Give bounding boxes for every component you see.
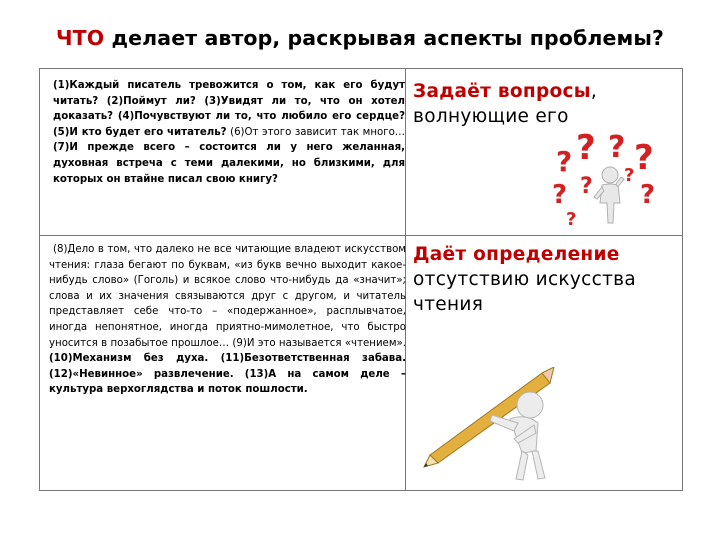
svg-text:?: ? <box>608 131 626 165</box>
row2-comment-red: Даёт определение <box>413 244 620 265</box>
row2-quote-text <box>49 242 406 398</box>
row1-quote-text <box>49 78 405 187</box>
svg-text:?: ? <box>576 131 596 168</box>
row1-quote-normal: (6)От этого зависит так много… <box>226 126 405 138</box>
row1-comment-red: Задаёт вопросы <box>413 81 591 102</box>
page-title <box>0 26 720 50</box>
svg-text:?: ? <box>634 138 654 178</box>
svg-text:?: ? <box>640 180 656 210</box>
row-divider <box>40 235 682 236</box>
row1-quote-bold-1: (1)Каждый писатель тревожится о том, как его будут читать? (2)Поймут ли? (3)Увидят ли то, что он хотел доказать? (4)Почувствуют ли то, что любило его сердце? (5)И кто будет его читатель? <box>53 80 405 138</box>
row2-quote-normal: (8)Дело в том, что далеко не все читающие владеют искусством чтения: глаза бегают по буквам, «из букв вечно выходит какое-нибудь слово» (Гоголь) и всякое слово что-нибудь да «значит»; слова и их значения связываются друг с другом, и читатель представляет себе что-то – «подержанное», расплывчатое, иногда непонятное, иногда приятно-мимолетное, что быстро уносится в позабытое прошлое… (9)И это называется «чтением». <box>49 244 406 349</box>
row1-quote-bold-2: (7)И прежде всего – состоится ли у него желанная, духовная встреча с теми далекими, но близкими, для которых он втайне писал свою книгу? <box>53 142 405 185</box>
question-marks-figure-icon <box>550 131 668 231</box>
title-rest: делает автор, раскрывая аспекты проблемы? <box>104 26 664 50</box>
title-accent: ЧТО <box>56 26 105 50</box>
svg-text:?: ? <box>552 180 568 210</box>
analysis-table <box>39 68 683 491</box>
row1-comment <box>413 79 683 129</box>
row1-comment-rest: волнующие его <box>413 106 569 127</box>
row2-quote-bold: (10)Механизм без духа. (11)Безответственная забава. (12)«Невинное» развлечение. (13)А на самом деле – культура верхоглядства и поток пошлости. <box>49 353 406 396</box>
svg-text:?: ? <box>566 209 577 230</box>
svg-text:?: ? <box>580 174 593 199</box>
svg-text:?: ? <box>556 145 573 178</box>
row2-comment-rest: отсутствию искусства чтения <box>413 269 636 315</box>
row2-comment <box>413 242 683 317</box>
figure-with-pencil-icon <box>422 367 592 485</box>
row1-comment-comma: , <box>590 81 597 102</box>
svg-text:?: ? <box>624 165 635 186</box>
